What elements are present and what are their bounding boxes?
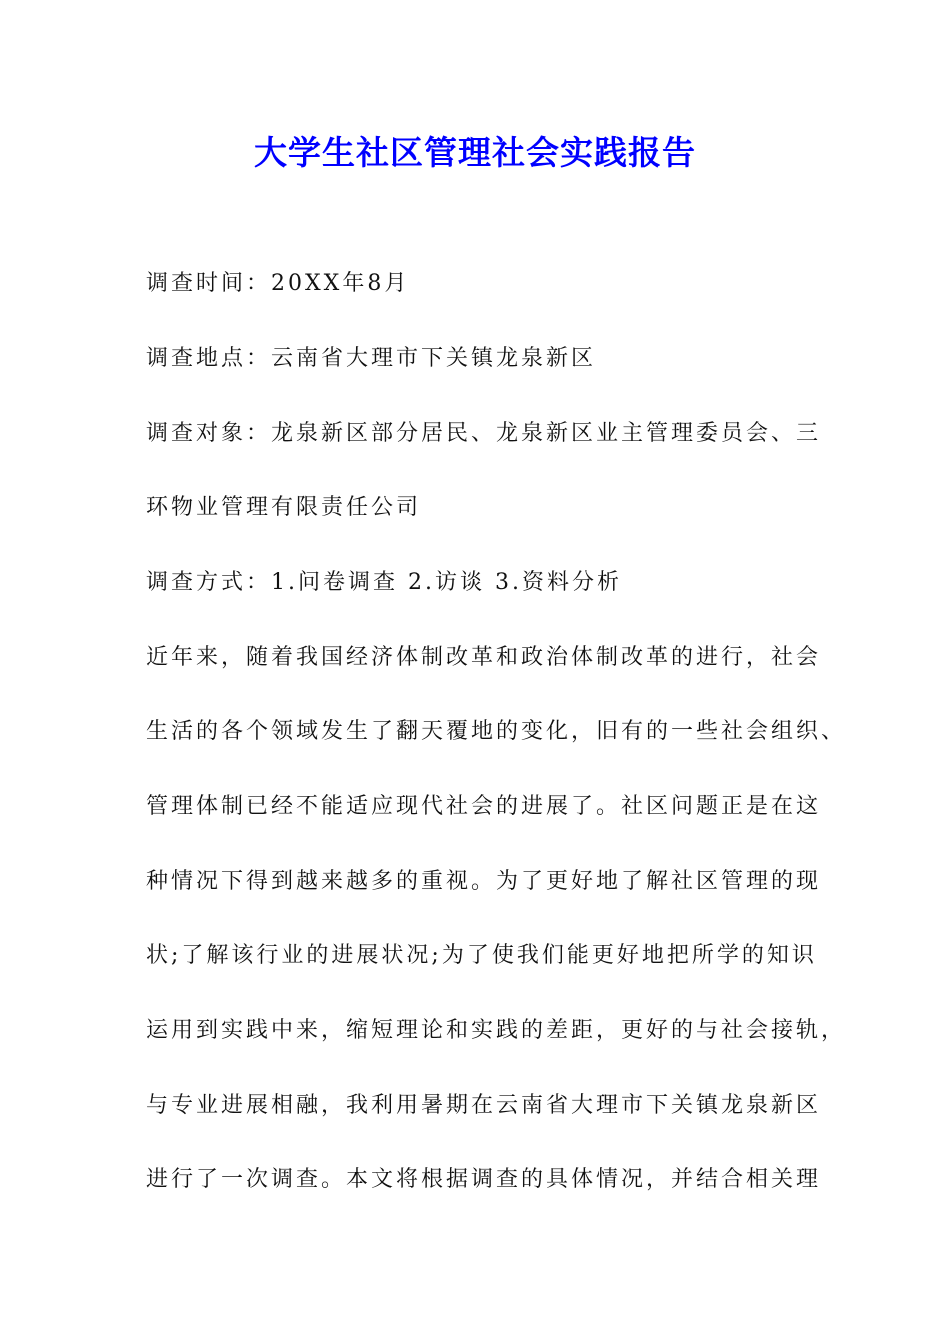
- body-line: 种情况下得到越来越多的重视。为了更好地了解社区管理的现: [146, 869, 822, 894]
- body-line: 状;了解该行业的进展状况;为了使我们能更好地把所学的知识: [146, 943, 817, 968]
- body-line: 管理体制已经不能适应现代社会的进展了。社区问题正是在这: [146, 794, 822, 819]
- survey-time: 调查时间：20XX年8月: [146, 271, 410, 296]
- body-line: 运用到实践中来，缩短理论和实践的差距，更好的与社会接轨，: [146, 1018, 847, 1043]
- survey-method: 调查方式：1.问卷调查 2.访谈 3.资料分析: [146, 570, 622, 595]
- body-line: 生活的各个领域发生了翻天覆地的变化，旧有的一些社会组织、: [146, 719, 847, 744]
- body-line: 与专业进展相融，我利用暑期在云南省大理市下关镇龙泉新区: [146, 1093, 822, 1118]
- body-line: 近年来，随着我国经济体制改革和政治体制改革的进行，社会: [146, 645, 822, 670]
- body-line: 进行了一次调查。本文将根据调查的具体情况，并结合相关理: [146, 1167, 822, 1192]
- survey-subjects-line-2: 环物业管理有限责任公司: [146, 495, 422, 520]
- survey-place: 调查地点：云南省大理市下关镇龙泉新区: [146, 346, 597, 371]
- document-title: 大学生社区管理社会实践报告: [254, 133, 696, 172]
- survey-subjects-line-1: 调查对象：龙泉新区部分居民、龙泉新区业主管理委员会、三: [146, 421, 822, 446]
